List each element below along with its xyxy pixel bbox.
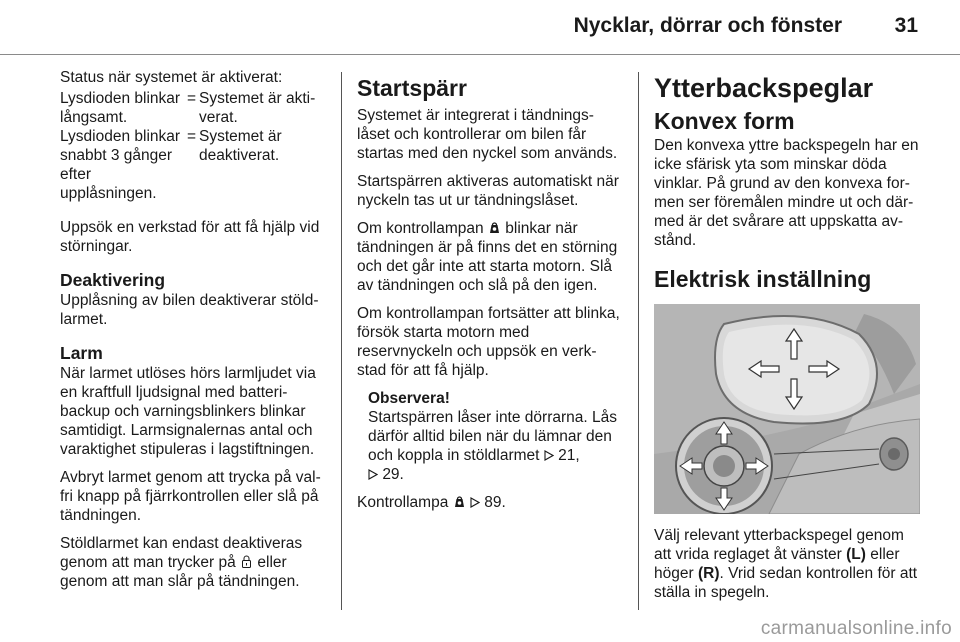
column-divider (638, 72, 639, 610)
page-header-title: Nycklar, dörrar och fönster (573, 14, 842, 37)
status-led-cell: Lysdioden blinkar snabbt 3 gånger efter upplåsningen. (60, 128, 181, 202)
status-meaning-cell: Systemet är akti- verat. (199, 90, 316, 126)
startsparr-p2: Startspärren aktiveras automatiskt när nyckeln tas ut ur tändningslåset. (357, 173, 619, 209)
column-2 (357, 68, 627, 521)
column-1 (60, 68, 328, 600)
valj-R: (R) (697, 565, 720, 582)
valj-text-b: eller höger (654, 546, 900, 582)
valj-paragraph (654, 526, 922, 602)
status-intro: Status när systemet är aktiverat: (60, 69, 283, 86)
valj-L: (L) (846, 546, 866, 563)
kontrollampa-ref-89[interactable]: 89. (484, 494, 506, 511)
valj-text-a: Välj relevant ytterbackspegel genom att vrida reglaget åt vänster (654, 527, 904, 563)
table-row (60, 89, 328, 127)
note-text (368, 408, 627, 484)
column-3 (654, 68, 922, 611)
column-divider (341, 72, 342, 610)
stoldlarm-paragraph (60, 534, 328, 591)
deaktivering-paragraph: Upplåsning av bilen deaktiverar stöld- larmet. (60, 292, 319, 328)
konvex-paragraph: Den konvexa yttre backspegeln har en icke sfärisk yta som minskar döda vinklar. På grund av den konvexa for- men ser föremålen mindre ut och där- med är det svårare att uppskatta av- stånd. (654, 137, 919, 249)
table-row (60, 127, 328, 203)
page-number: 31 (894, 14, 918, 37)
immobilizer-icon (453, 495, 466, 508)
page-reference-icon (470, 497, 480, 508)
note-text-a: Startspärren låser inte dörrarna. Lås därför alltid bilen när du lämnar den och koppla in stöldlarmet (368, 409, 617, 464)
larm-paragraph: När larmet utlöses hörs larmljudet via en kraftfull ljudsignal med batteri- backup och varningsblinkers blinkar samtidigt. Larmsignalernas antal och varaktighet stipuleras i lagstiftningen. (60, 365, 316, 458)
stoldlarm-text-b: eller genom att man slår på tändningen. (60, 554, 300, 590)
note-box (357, 389, 627, 484)
watermark: carmanualsonline.info (760, 618, 952, 639)
ytterbackspeglar-heading: Ytterbackspeglar (654, 73, 874, 103)
note-ref-29[interactable]: 29. (382, 466, 404, 483)
startsparr-p4: Om kontrollampan fortsätter att blinka, försök starta motorn med reservnyckeln och uppsök en verk- stad för att få hjälp. (357, 305, 620, 379)
valj-text-c: . Vrid sedan kontrollen för att ställa in spegeln. (654, 565, 918, 601)
startsparr-p3 (357, 219, 627, 295)
header-divider (0, 54, 960, 55)
note-ref-21[interactable]: 21, (558, 447, 580, 464)
deaktivering-heading: Deaktivering (60, 270, 166, 290)
p3-text-b: blinkar när tändningen är på finns det en störning och det går inte att starta motorn. Slå av tändningen och slå på den igen. (357, 220, 618, 294)
konvex-heading: Konvex form (654, 108, 795, 134)
mirror-control-illustration (654, 304, 920, 514)
kontrollampa-line (357, 493, 627, 512)
p3-text-a: Om kontrollampan (357, 220, 484, 237)
page-reference-icon (544, 450, 554, 461)
immobilizer-icon (488, 221, 501, 234)
service-paragraph: Uppsök en verkstad för att få hjälp vid störningar. (60, 219, 320, 255)
larm-heading: Larm (60, 343, 103, 363)
equals-sign: = (187, 90, 197, 107)
startsparr-p1: Systemet är integrerat i tändnings- låset och kontrollerar om bilen får startas med den nyckel som används. (357, 107, 618, 162)
page-reference-icon (368, 469, 378, 480)
status-table (60, 89, 328, 203)
avbryt-paragraph: Avbryt larmet genom att trycka på val- fri knapp på fjärrkontrollen eller slå på tändningen. (60, 469, 321, 524)
status-led-cell: Lysdioden blinkar långsamt. (60, 90, 181, 126)
startsparr-heading: Startspärr (357, 75, 467, 101)
elektrisk-heading: Elektrisk inställning (654, 266, 872, 292)
stoldlarm-text-a: Stöldlarmet kan endast deaktiveras genom att man trycker på (60, 535, 303, 571)
status-meaning-cell: Systemet är deaktiverat. (199, 128, 282, 164)
key-lock-icon (240, 555, 253, 568)
equals-sign: = (187, 128, 197, 145)
kontrollampa-label: Kontrollampa (357, 494, 449, 511)
note-title: Observera! (368, 390, 450, 407)
